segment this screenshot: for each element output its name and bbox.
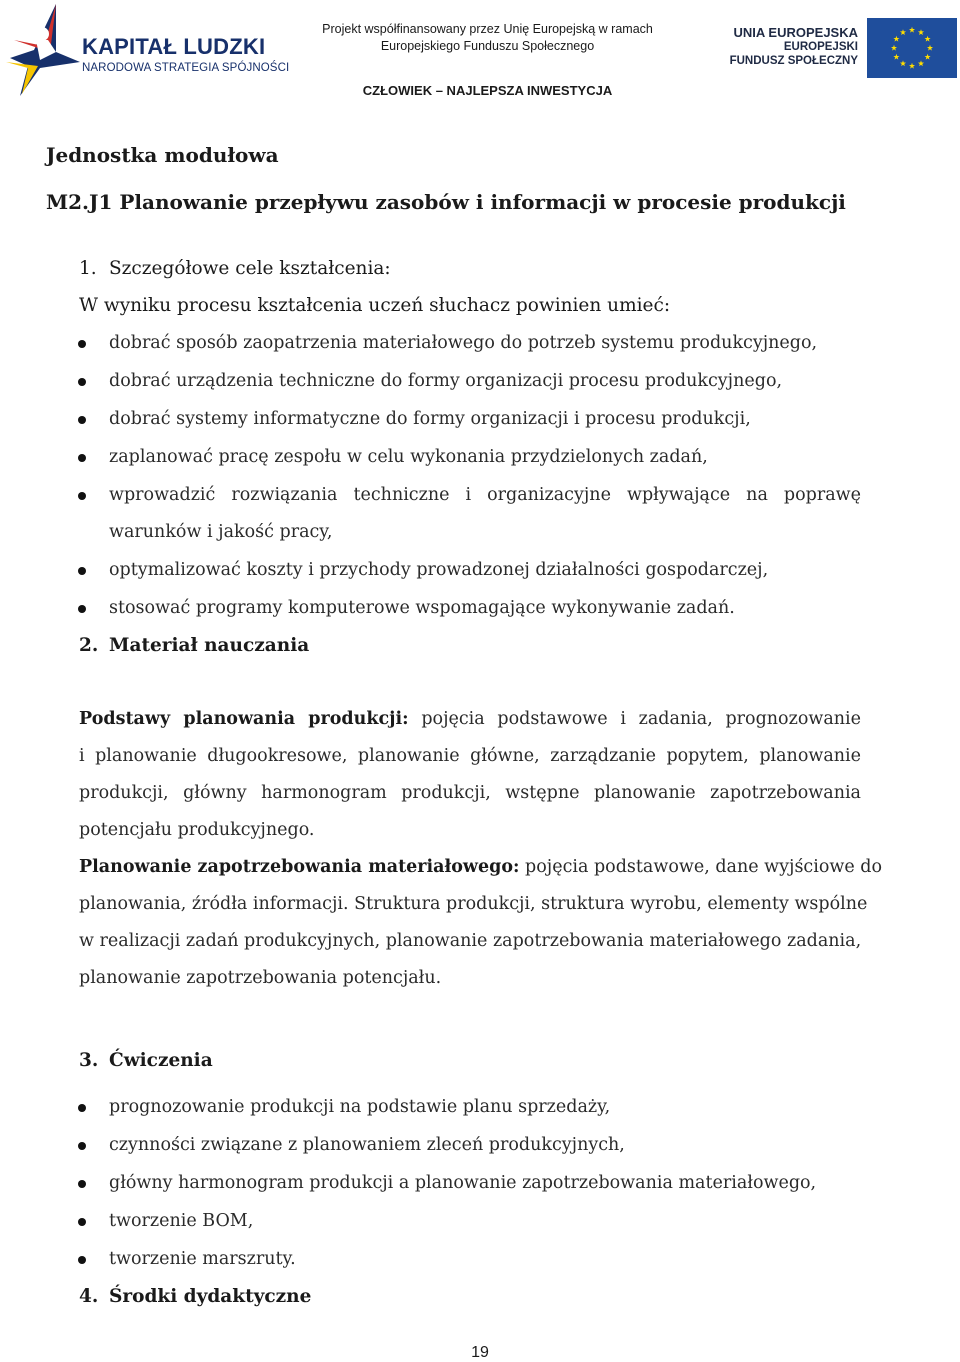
bullet-icon bbox=[78, 1180, 86, 1188]
section1-number: 1. bbox=[79, 258, 97, 279]
paragraph-line bbox=[79, 857, 882, 877]
list-item: tworzenie BOM, bbox=[109, 1211, 254, 1231]
section4-title: Środki dydaktyczne bbox=[109, 1286, 312, 1307]
eu-line2: EUROPEJSKI bbox=[783, 41, 858, 53]
bullet-icon bbox=[78, 1104, 86, 1112]
section2-number: 2. bbox=[79, 635, 99, 656]
motto: CZŁOWIEK – NAJLEPSZA INWESTYCJA bbox=[362, 83, 613, 98]
section1-intro: W wyniku procesu kształcenia uczeń słuchacz powinien umieć: bbox=[79, 295, 671, 316]
paragraph-text: pojęcia podstawowe, dane wyjściowe do bbox=[519, 857, 882, 877]
list-item: optymalizować koszty i przychody prowadzonej działalności gospodarczej, bbox=[109, 560, 769, 580]
list-item: czynności związane z planowaniem zleceń produkcyjnych, bbox=[109, 1135, 625, 1155]
unit-title: M2.J1 Planowanie przepływu zasobów i informacji w procesie produkcji bbox=[46, 190, 846, 214]
project-note-line1: Projekt współfinansowany przez Unię Europejską w ramach bbox=[322, 22, 653, 36]
project-note bbox=[300, 21, 675, 55]
paragraph-lead: Planowanie zapotrzebowania materiałowego: bbox=[79, 857, 520, 877]
list-item: prognozowanie produkcji na podstawie planu sprzedaży, bbox=[109, 1097, 611, 1117]
list-item: dobrać systemy informatyczne do formy organizacji i procesu produkcji, bbox=[109, 409, 751, 429]
bullet-icon bbox=[78, 567, 86, 575]
list-item: zaplanować pracę zespołu w celu wykonania przydzielonych zadań, bbox=[109, 447, 708, 467]
eu-line1: UNIA EUROPEJSKA bbox=[733, 25, 858, 40]
list-item: tworzenie marszruty. bbox=[109, 1249, 296, 1269]
section3-title: Ćwiczenia bbox=[109, 1050, 213, 1071]
eu-logo-text bbox=[690, 25, 858, 68]
bullet-icon bbox=[78, 454, 86, 462]
paragraph-line bbox=[79, 709, 861, 729]
paragraph-line: produkcji, główny harmonogram produkcji, wstępne planowanie zapotrzebowania bbox=[79, 783, 861, 803]
section1-title: Szczegółowe cele kształcenia: bbox=[109, 258, 391, 279]
logo-subtitle: NARODOWA STRATEGIA SPÓJNOŚCI bbox=[82, 62, 290, 74]
list-item: główny harmonogram produkcji a planowanie zapotrzebowania materiałowego, bbox=[109, 1173, 817, 1193]
list-item: stosować programy komputerowe wspomagające wykonywanie zadań. bbox=[109, 598, 735, 618]
eu-line3: FUNDUSZ SPOŁECZNY bbox=[729, 55, 858, 67]
list-item: dobrać urządzenia techniczne do formy organizacji procesu produkcyjnego, bbox=[109, 371, 783, 391]
paragraph-text: pojęcia podstawowe i zadania, prognozowanie bbox=[408, 709, 861, 729]
bullet-icon bbox=[78, 492, 86, 500]
unit-label: Jednostka modułowa bbox=[46, 143, 279, 167]
logo-title: KAPITAŁ LUDZKI bbox=[82, 34, 266, 59]
section2-title: Materiał nauczania bbox=[109, 635, 310, 656]
paragraph-lead: Podstawy planowania produkcji: bbox=[79, 709, 409, 729]
bullet-icon bbox=[78, 1142, 86, 1150]
paragraph-line: planowanie zapotrzebowania potencjału. bbox=[79, 968, 442, 988]
bullet-icon bbox=[78, 416, 86, 424]
eu-flag-icon bbox=[867, 18, 957, 78]
section4-number: 4. bbox=[79, 1286, 99, 1307]
bullet-icon bbox=[78, 378, 86, 386]
paragraph-line: w realizacji zadań produkcyjnych, planowanie zapotrzebowania materiałowego zadania, bbox=[79, 931, 862, 951]
list-item: wprowadzić rozwiązania techniczne i organizacyjne wpływające na poprawę bbox=[109, 485, 861, 505]
list-item: dobrać sposób zaopatrzenia materiałowego do potrzeb systemu produkcyjnego, bbox=[109, 333, 818, 353]
bullet-icon bbox=[78, 605, 86, 613]
page-number: 19 bbox=[471, 1344, 489, 1361]
section3-number: 3. bbox=[79, 1050, 99, 1071]
bullet-icon bbox=[78, 1256, 86, 1264]
project-note-line2: Europejskiego Funduszu Społecznego bbox=[380, 39, 595, 53]
list-item-continuation: warunków i jakość pracy, bbox=[109, 522, 333, 542]
paragraph-line: potencjału produkcyjnego. bbox=[79, 820, 315, 840]
paragraph-line: planowania, źródła informacji. Struktura produkcji, struktura wyrobu, elementy wspólne bbox=[79, 894, 868, 914]
paragraph-line: i planowanie długookresowe, planowanie główne, zarządzanie popytem, planowanie bbox=[79, 746, 861, 766]
bullet-icon bbox=[78, 340, 86, 348]
bullet-icon bbox=[78, 1218, 86, 1226]
